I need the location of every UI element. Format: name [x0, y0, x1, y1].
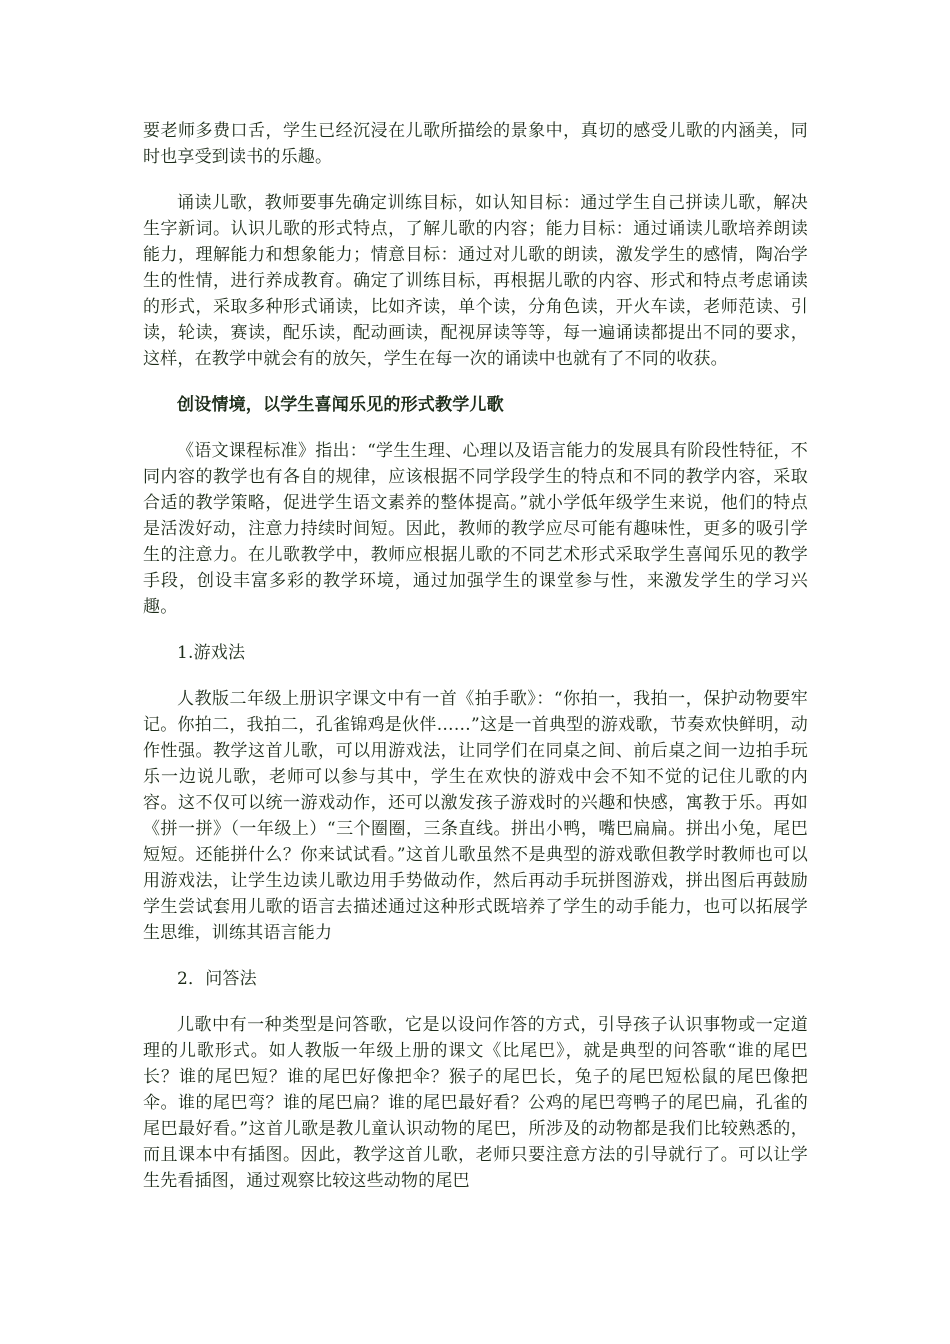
paragraph-continuation: 要老师多费口舌，学生已经沉浸在儿歌所描绘的景象中，真切的感受儿歌的内涵美，同时也享受到读书的乐趣。	[143, 121, 808, 167]
document-body	[143, 118, 808, 1214]
method-label-game: 1.游戏法	[177, 643, 246, 663]
section-heading: 创设情境，以学生喜闻乐见的形式教学儿歌	[177, 395, 504, 415]
paragraph-recitation: 诵读儿歌，教师要事先确定训练目标，如认知目标：通过学生自己拼读儿歌，解决生字新词。认识儿歌的形式特点，了解儿歌的内容；能力目标：通过诵读儿歌培养朗读能力，理解能力和想象能力；情意目标：通过对儿歌的朗读，激发学生的感情，陶冶学生的性情，进行养成教育。确定了训练目标，再根据儿歌的内容、形式和特点考虑诵读的形式，采取多种形式诵读，比如齐读，单个读，分角色读，开火车读，老师范读、引读，轮读，赛读，配乐读，配动画读，配视屏读等等，每一遍诵读都提出不同的要求，这样，在教学中就会有的放矢，学生在每一次的诵读中也就有了不同的收获。	[143, 193, 808, 369]
paragraph-section-intro: 《语文课程标准》指出：“学生生理、心理以及语言能力的发展具有阶段性特征，不同内容的教学也有各自的规律，应该根据不同学段学生的特点和不同的教学内容，采取合适的教学策略，促进学生语文素养的整体提高。”就小学低年级学生来说，他们的特点是活泼好动，注意力持续时间短。因此，教师的教学应尽可能有趣味性，更多的吸引学生的注意力。在儿歌教学中，教师应根据儿歌的不同艺术形式采取学生喜闻乐见的教学手段，创设丰富多彩的教学环境，通过加强学生的课堂参与性，来激发学生的学习兴趣。	[143, 441, 808, 617]
paragraph-qa-method: 儿歌中有一种类型是问答歌，它是以设问作答的方式，引导孩子认识事物或一定道理的儿歌形式。如人教版一年级上册的课文《比尾巴》，就是典型的问答歌“谁的尾巴长？谁的尾巴短？谁的尾巴好像把伞？猴子的尾巴长，兔子的尾巴短松鼠的尾巴像把伞。谁的尾巴弯？谁的尾巴扁？谁的尾巴最好看？公鸡的尾巴弯鸭子的尾巴扁，孔雀的尾巴最好看。”这首儿歌是教儿童认识动物的尾巴，所涉及的动物都是我们比较熟悉的，而且课本中有插图。因此，教学这首儿歌，老师只要注意方法的引导就行了。可以让学生先看插图，通过观察比较这些动物的尾巴	[143, 1015, 808, 1191]
method-label-qa: 2．问答法	[177, 969, 257, 989]
paragraph-game-method: 人教版二年级上册识字课文中有一首《拍手歌》：“你拍一，我拍一，保护动物要牢记。你拍二，我拍二，孔雀锦鸡是伙伴……”这是一首典型的游戏歌，节奏欢快鲜明，动作性强。教学这首儿歌，可以用游戏法，让同学们在同桌之间、前后桌之间一边拍手玩乐一边说儿歌，老师可以参与其中，学生在欢快的游戏中会不知不觉的记住儿歌的内容。这不仅可以统一游戏动作，还可以激发孩子游戏时的兴趣和快感，寓教于乐。再如《拼一拼》（一年级上）“三个圈圈，三条直线。拼出小鸭，嘴巴扁扁。拼出小兔，尾巴短短。还能拼什么？你来试试看。”这首儿歌虽然不是典型的游戏歌但教学时教师也可以用游戏法，让学生边读儿歌边用手势做动作，然后再动手玩拼图游戏，拼出图后再鼓励学生尝试套用儿歌的语言去描述通过这种形式既培养了学生的动手能力，也可以拓展学生思维，训练其语言能力	[143, 689, 808, 943]
